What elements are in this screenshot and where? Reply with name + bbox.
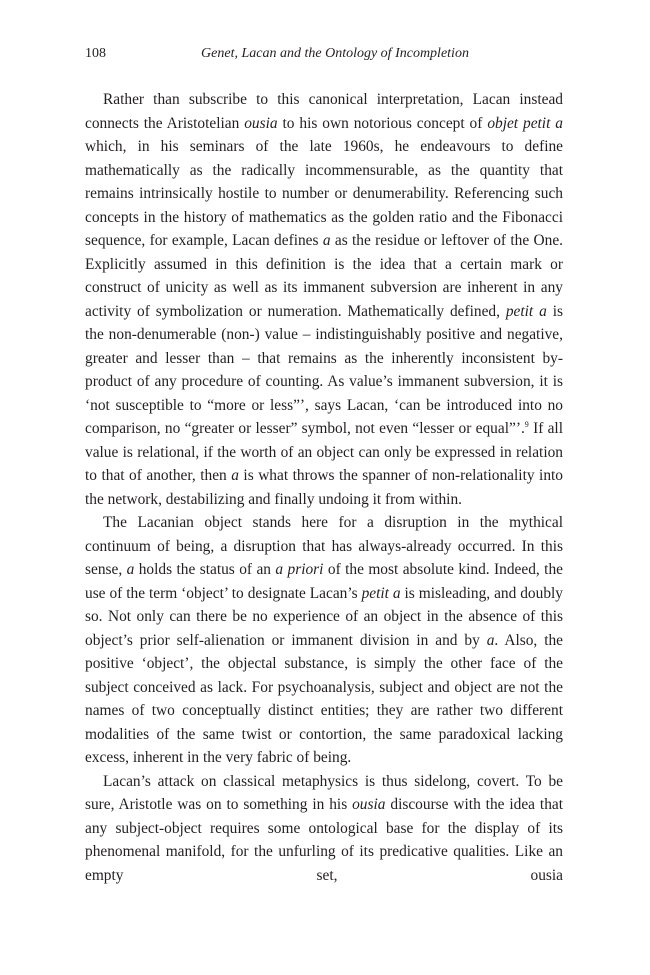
text-run: If all value is relational, if the worth of an object can only be expressed in relation to that of another, then xyxy=(85,420,563,484)
text-run: holds the status of an xyxy=(134,561,276,578)
text-run: Lacan’s attack on classical metaphysics is thus sidelong, covert. To be sure, Aristotle was on to something in his xyxy=(85,772,563,813)
text-run: is what throws the spanner of non-relationality into the network, destabilizing and finally undoing it from within. xyxy=(85,467,563,508)
paragraph-1 xyxy=(85,88,563,511)
italic-term: petit a xyxy=(361,584,401,602)
text-run: as the residue or leftover of the One. Explicitly assumed in this definition is the idea that a certain mark or construct of unicity as well as its immanent subversion are inherent in any activity of symbolization or numeration. Mathematically defined, xyxy=(85,232,563,320)
text-run: to his own notorious concept of xyxy=(277,114,488,132)
text-run: discourse with the idea that any subject-object requires some ontological base for the display of its phenomenal manifold, for the unfurling of its predicative qualities. Like an empty set, ousia xyxy=(85,796,564,884)
paragraph-3 xyxy=(85,770,563,888)
text-run: The Lacanian object stands here for a disruption in the mythical continuum of being, a disruption that has always-already occurred. In this sense, xyxy=(85,514,563,578)
footnote-reference[interactable]: 9 xyxy=(524,419,529,429)
running-head xyxy=(85,44,563,64)
text-run: of the most absolute kind. Indeed, the use of the term ‘object’ to designate Lacan’s xyxy=(85,561,563,602)
italic-term: a xyxy=(231,467,239,484)
paragraph-2 xyxy=(85,511,563,770)
italic-term: ousia xyxy=(244,114,278,132)
italic-term: petit a xyxy=(505,302,547,320)
text-run: is the non-denumerable (non-) value – indistinguishably positive and negative, greater and lesser than – that remains as the inherently inconsistent by-product of any procedure of counting. As value’s immanent subversion, it is ‘not susceptible to “more or less”’, says Lacan, ‘can be introduced into no comparison, no “greater or lesser” symbol, not even “lesser or equal”’. xyxy=(85,302,563,437)
page-number: 108 xyxy=(85,46,106,61)
italic-term: a xyxy=(322,232,331,249)
body-text xyxy=(85,88,563,887)
text-run: Rather than subscribe to this canonical interpretation, Lacan instead connects the Aristotelian xyxy=(85,91,563,132)
text-run: is misleading, and doubly so. Not only can there be no experience of an object in the absence of this object’s prior self-alienation or immanent division in and by xyxy=(85,584,563,649)
running-title: Genet, Lacan and the Ontology of Incompletion xyxy=(201,46,469,61)
text-run: which, in his seminars of the late 1960s, he endeavours to define mathematically as the radically incommensurable, as the quantity that remains intrinsically hostile to number or denumerability. Referencing such concepts in the history of mathematics as the golden ratio and the Fibonacci sequence, for example, Lacan defines xyxy=(85,138,563,249)
italic-term: objet petit a xyxy=(487,114,563,132)
italic-term: a priori xyxy=(275,561,324,578)
italic-term: a xyxy=(486,631,495,649)
italic-term: a xyxy=(126,561,135,578)
italic-term: ousia xyxy=(352,796,386,813)
text-run: . Also, the positive ‘object’, the objectal substance, is simply the other face of the subject conceived as lack. For psychoanalysis, subject and object are not the names of two conceptually distinct entities; they are rather two different modalities of the same twist or contortion, the same paradoxical lacking excess, inherent in the very fabric of being. xyxy=(85,631,563,766)
